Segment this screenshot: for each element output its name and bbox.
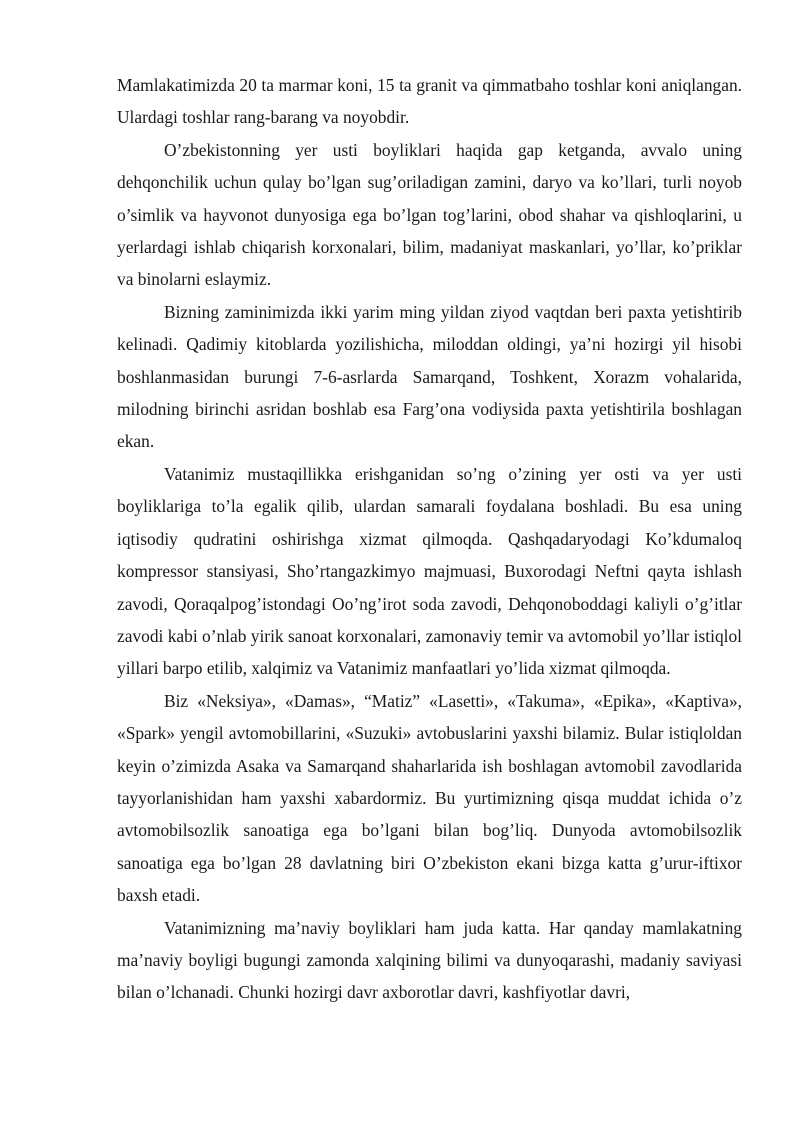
paragraph: Vatanimiz mustaqillikka erishganidan so’ng o’zining yer osti va yer usti boyliklariga to’la egalik qilib, ulardan samarali foydalana boshladi. Bu esa uning iqtisodiy qudratini oshirishga xizmat qilmoqda. Qashqadaryodagi Ko’kdumaloq kompressor stansiyasi, Sho’rtangazkimyo majmuasi, Buxorodagi Neftni qayta ishlash zavodi, Qoraqalpog’istondagi Oo’ng’irot soda zavodi, Dehqonoboddagi kaliyli o’g’itlar zavodi kabi o’nlab yirik sanoat korxonalari, zamonaviy temir va avtomobil yo’llar istiqlol yillari barpo etilib, xalqimiz va Vatanimiz manfaatlari yo’lida xizmat qilmoqda. xyxy=(117,463,742,679)
paragraph: Bizning zaminimizda ikki yarim ming yildan ziyod vaqtdan beri paxta yetishtirib kelinadi. Qadimiy kitoblarda yozilishicha, miloddan oldingi, ya’ni hozirgi yil hisobi boshlanmasidan burungi 7-6-asrlarda Samarqand, Toshkent, Xorazm vohalarida, milodning birinchi asridan boshlab esa Farg’ona vodiysida paxta yetishtirila boshlagan ekan. xyxy=(117,301,742,452)
paragraph: Biz «Neksiya», «Damas», “Matiz” «Lasetti», «Takuma», «Epika», «Kaptiva», «Spark» yengil avtomobillarini, «Suzuki» avtobuslarini yaxshi bilamiz. Bular istiqloldan keyin o’zimizda Asaka va Samarqand shaharlarida ish boshlagan avtomobil zavodlarida tayyorlanishidan ham yaxshi xabardormiz. Bu yurtimizning qisqa muddat ichida o’z avtomobilsozlik sanoatiga ega bo’lgani bilan bog’liq. Dunyoda avtomobilsozlik sanoatiga ega bo’lgan 28 davlatning biri O’zbekiston ekani bizga katta g’urur-iftixor baxsh etadi. xyxy=(117,690,742,906)
paragraph: Mamlakatimizda 20 ta marmar koni, 15 ta granit va qimmatbaho toshlar koni aniqlangan. Ulardagi toshlar rang-barang va noyobdir. xyxy=(117,75,742,128)
paragraph: O’zbekistonning yer usti boyliklari haqida gap ketganda, avvalo uning dehqonchilik uchun qulay bo’lgan sug’oriladigan zamini, daryo va ko’llari, turli noyob o’simlik va hayvonot dunyosiga ega bo’lgan tog’larini, obod shahar va qishloqlarini, u yerlardagi ishlab chiqarish korxonalari, bilim, madaniyat maskanlari, yo’llar, ko’priklar va binolarni eslaymiz. xyxy=(117,139,742,290)
paragraph: Vatanimizning ma’naviy boyliklari ham juda katta. Har qanday mamlakatning ma’naviy boyligi bugungi zamonda xalqining bilimi va dunyoqarashi, madaniy saviyasi bilan o’lchanadi. Chunki hozirgi davr axborotlar davri, kashfiyotlar davri, xyxy=(117,917,742,1003)
document-body xyxy=(117,69,742,1009)
